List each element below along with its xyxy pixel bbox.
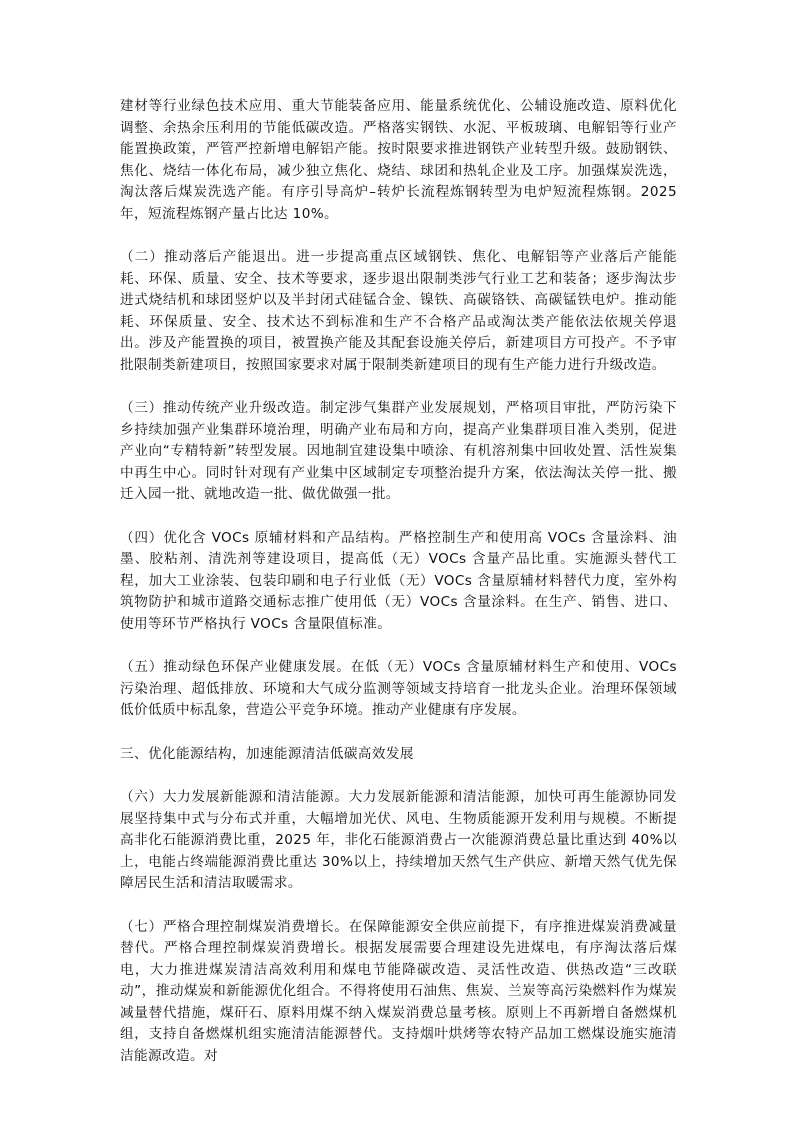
paragraph-3: （三）推动传统产业升级改造。制定涉气集群产业发展规划，严格项目审批，严防污染下乡持续加强产业集群环境治理，明确产业布局和方向，提高产业集群项目准入类别，促进产业向“专精特新”转型发展。因地制宜建设集中喷涂、有机溶剂集中回收处置、活性炭集中再生中心。同时针对现有产业集中区域制定专项整治提升方案，依法淘汰关停一批、搬迁入园一批、就地改造一批、做优做强一批。 [120, 400, 677, 502]
paragraph-4: （四）优化含 VOCs 原辅材料和产品结构。严格控制生产和使用高 VOCs 含量涂料、油墨、胶粘剂、清洗剂等建设项目，提高低（无）VOCs 含量产品比重。实施源头替代工程，加大工业涂装、包装印刷和电子行业低（无）VOCs 含量原辅材料替代力度，室外构筑物防护和城市道路交通标志推广使用低（无）VOCs 含量涂料。在生产、销售、进口、使用等环节严格执行 VOCs 含量限值标准。 [120, 529, 677, 632]
paragraph-7: （七）严格合理控制煤炭消费增长。在保障能源安全供应前提下，有序推进煤炭消费减量替代。严格合理控制煤炭消费增长。根据发展需要合理建设先进煤电，有序淘汰落后煤电，大力推进煤炭清洁高效利用和煤电节能降碳改造、灵活性改造、供热改造“三改联动”，推动煤炭和新能源优化组合。不得将使用石油焦、焦炭、兰炭等高污染燃料作为煤炭减量替代措施，煤矸石、原料用煤不纳入煤炭消费总量考核。原则上不再新增自备燃煤机组，支持自备燃煤机组实施清洁能源替代。支持烟叶烘烤等农特产品加工燃煤设施实施清洁能源改造。对 [120, 918, 677, 1064]
paragraph-6: （六）大力发展新能源和清洁能源。大力发展新能源和清洁能源，加快可再生能源协同发展坚持集中式与分布式并重，大幅增加光伏、风电、生物质能源开发利用与规模。不断提高非化石能源消费比重，2025 年，非化石能源消费占一次能源消费总量比重达到 40%以上，电能占终端能源消费比重达 30%以上，持续增加天然气生产供应、新增天然气优先保障居民生活和清洁取暖需求。 [120, 789, 677, 891]
paragraph-intro: 建材等行业绿色技术应用、重大节能装备应用、能量系统优化、公辅设施改造、原料优化调整、余热余压利用的节能低碳改造。严格落实钢铁、水泥、平板玻璃、电解铝等行业产能置换政策，严管严控新增电解铝产能。按时限要求推进钢铁产业转型升级。鼓励钢铁、焦化、烧结一体化布局，减少独立焦化、烧结、球团和热轧企业及工序。加强煤炭洗选，淘汰落后煤炭洗选产能。有序引导高炉–转炉长流程炼钢转型为电炉短流程炼钢。2025 年，短流程炼钢产量占比达 10%。 [120, 98, 677, 222]
paragraph-2: （二）推动落后产能退出。进一步提高重点区域钢铁、焦化、电解铝等产业落后产能能耗、环保、质量、安全、技术等要求，逐步退出限制类涉气行业工艺和装备；逐步淘汰步进式烧结机和球团竖炉以及半封闭式硅锰合金、镍铁、高碳铬铁、高碳锰铁电炉。推动能耗、环保质量、安全、技术达不到标准和生产不合格产品或淘汰类产能依法依规关停退出。涉及产能置换的项目，被置换产能及其配套设施关停后，新建项目方可投产。不予审批限制类新建项目，按照国家要求对属于限制类新建项目的现有生产能力进行升级改造。 [120, 249, 677, 373]
paragraph-5: （五）推动绿色环保产业健康发展。在低（无）VOCs 含量原辅材料生产和使用、VOCs 污染治理、超低排放、环境和大气成分监测等领域支持培育一批龙头企业。治理环保领域低价低质中标乱象，营造公平竞争环境。推动产业健康有序发展。 [120, 659, 677, 718]
section-heading: 三、优化能源结构，加速能源清洁低碳高效发展 [120, 745, 414, 762]
